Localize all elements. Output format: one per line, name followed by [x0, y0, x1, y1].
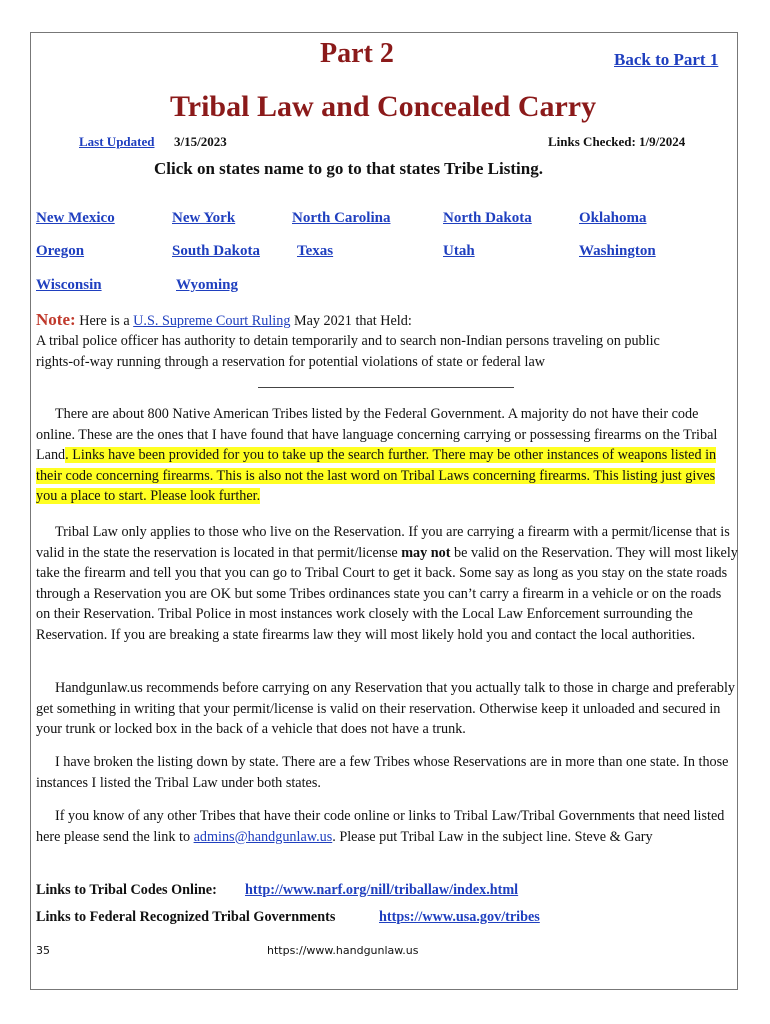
note-after: May 2021 that Held:: [293, 313, 412, 329]
paragraph-tribal-law-part1: Tribal Law only applies to those who live on the Reservation. If you are carrying a firearm with a permit/license that is valid in the state the reservation is located in that permit/license: [36, 524, 730, 561]
state-link-utah[interactable]: Utah: [443, 243, 475, 259]
tribal-governments-label: Links to Federal Recognized Tribal Governments: [36, 909, 336, 925]
emphasis-may-not: may not: [401, 544, 451, 561]
paragraph-recommendation: Handgunlaw.us recommends before carrying on any Reservation that you actually talk to those in charge and preferably get something in writing that your permit/license is valid on their reservation. Otherwise keep it unloaded and secured in your trunk or locked box in the back of a vehicle that does not have a trunk.: [36, 680, 735, 738]
state-link-south-dakota[interactable]: South Dakota: [172, 243, 260, 259]
state-link-washington[interactable]: Washington: [579, 243, 656, 259]
highlighted-text: . Links have been provided for you to take up the search further. There may be other instances of weapons listed in their code concerning firearms. This is also not the last word on Tribal Laws concerning firearms. This listing just gives you a place to start. Please look further.: [36, 447, 717, 505]
state-link-wyoming[interactable]: Wyoming: [176, 277, 238, 293]
tribal-codes-label: Links to Tribal Codes Online:: [36, 882, 217, 898]
state-link-texas[interactable]: Texas: [297, 243, 334, 259]
last-updated-date: 3/15/2023: [174, 134, 227, 149]
state-link-north-dakota[interactable]: North Dakota: [443, 210, 532, 226]
note-label: Note:: [36, 310, 76, 329]
note-text-line1: A tribal police officer has authority to detain temporarily and to search non-Indian persons traveling on public: [36, 333, 660, 349]
paragraph-contact-after: . Please put Tribal Law in the subject line. Steve & Gary: [332, 828, 653, 845]
note-line: [36, 310, 412, 330]
paragraph-intro-text: There are about 800 Native American Tribes listed by the Federal Government. A majority do not have their code online. These are the ones that I have found that have language concerning carrying or possessing firearms on the Tribal Land: [36, 406, 718, 464]
paragraph-listing-note: I have broken the listing down by state. There are a few Tribes whose Reservations are in more than one state. In those instances I listed the Tribal Law under both states.: [36, 754, 729, 791]
supreme-court-ruling-link[interactable]: U.S. Supreme Court Ruling: [133, 313, 291, 329]
paragraph-tribal-law-part2: be valid on the Reservation. They will most likely take the firearm and tell you that you can go to Tribal Court to get it back. Some say as long as you stay on the state roads through a Reservation you are OK but some Tribes ordinances state you can’t carry a firearm in a vehicle or on the roads on their Reservation. Tribal Police in most instances work closely with the Local Law Enforcement surrounding the Reservation. If you are breaking a state firearms law they will most likely hold you and contact the local authorities.: [36, 544, 738, 643]
divider: [258, 387, 514, 388]
tribal-codes-link[interactable]: http://www.narf.org/nill/triballaw/index.html: [245, 882, 519, 898]
state-link-north-carolina[interactable]: North Carolina: [292, 210, 391, 226]
page-title: Tribal Law and Concealed Carry: [170, 90, 597, 123]
state-link-wisconsin[interactable]: Wisconsin: [36, 277, 102, 293]
instruction-text: Click on states name to go to that states Tribe Listing.: [154, 159, 543, 178]
state-link-oklahoma[interactable]: Oklahoma: [579, 210, 647, 226]
links-checked-date: Links Checked: 1/9/2024: [548, 134, 686, 149]
paragraph-contact: [36, 806, 738, 847]
state-link-new-mexico[interactable]: New Mexico: [36, 210, 115, 226]
paragraph-intro: [36, 404, 738, 507]
note-text-line2: rights-of-way running through a reservation for potential violations of state or federal law: [36, 354, 546, 370]
tribal-governments-link[interactable]: https://www.usa.gov/tribes: [379, 909, 540, 925]
footer-site: https://www.handgunlaw.us: [267, 944, 419, 957]
state-link-new-york[interactable]: New York: [172, 210, 236, 226]
back-to-part1-link[interactable]: Back to Part 1: [614, 50, 719, 69]
email-link[interactable]: admins@handgunlaw.us: [193, 828, 333, 845]
paragraph-contact-before: If you know of any other Tribes that have their code online or links to Tribal Law/Tribal Governments that need listed here please send the link to: [36, 808, 725, 845]
part-heading: Part 2: [320, 38, 394, 69]
page-number: 35: [36, 944, 50, 957]
last-updated-link[interactable]: Last Updated: [79, 134, 155, 149]
paragraph-tribal-law: [36, 522, 738, 646]
state-link-oregon[interactable]: Oregon: [36, 243, 85, 259]
note-intro: Here is a: [79, 313, 130, 329]
